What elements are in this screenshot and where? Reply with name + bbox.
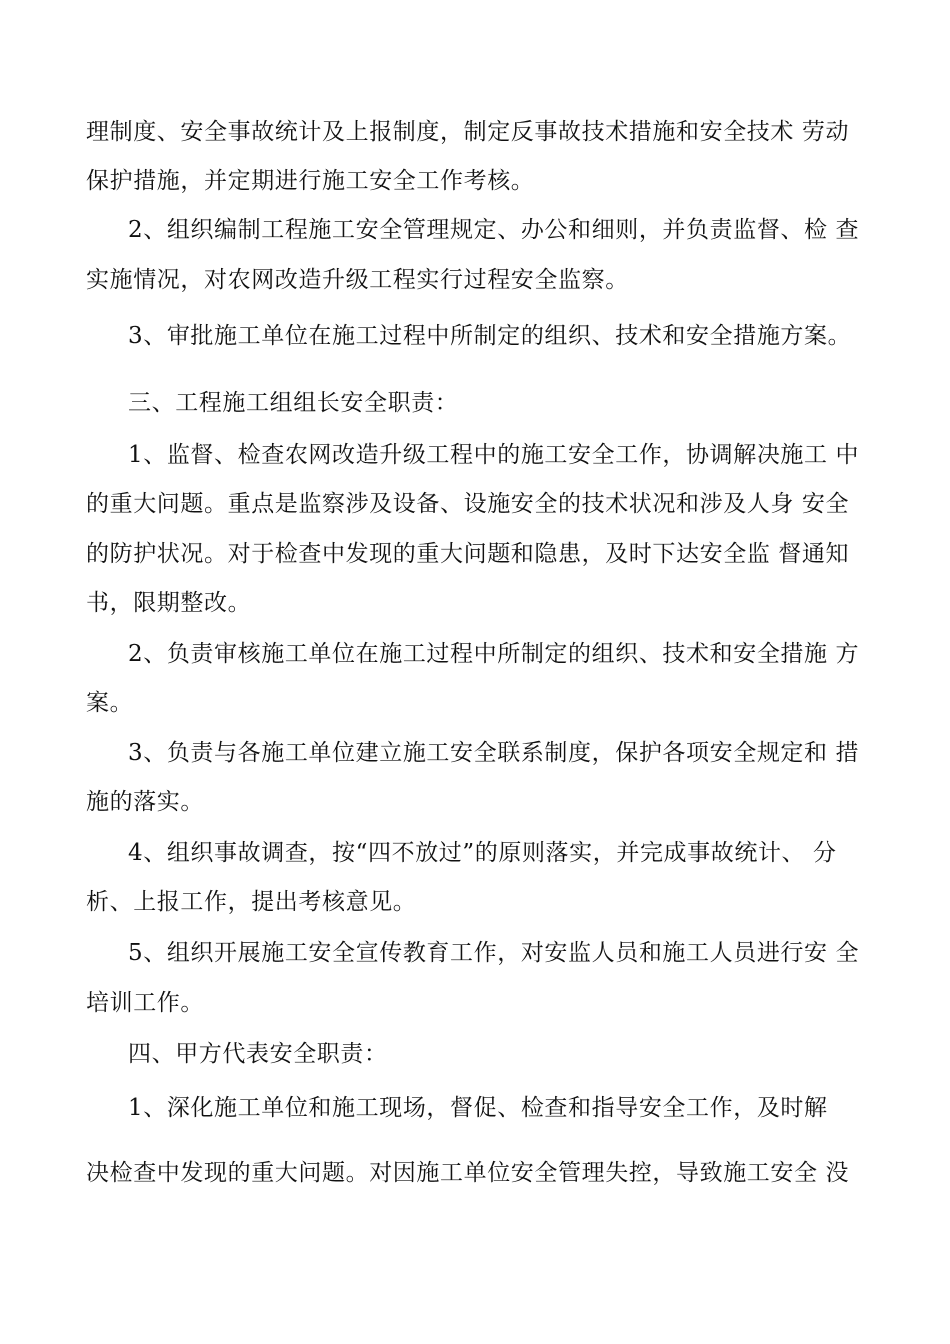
text-line: 施的落实。 [86, 789, 204, 815]
text-line: 4、组织事故调查，按“四不放过”的原则落实，并完成事故统计、 分 [128, 840, 837, 866]
text-line: 2、组织编制工程施工安全管理规定、办公和细则，并负责监督、检 查 [128, 217, 860, 243]
text-line: 保护措施，并定期进行施工安全工作考核。 [86, 168, 535, 194]
text-line: 2、负责审核施工单位在施工过程中所制定的组织、技术和安全措施 方 [128, 641, 860, 667]
text-line: 的防护状况。对于检查中发现的重大问题和隐患，及时下达安全监 督通知 [86, 541, 850, 567]
text-line: 培训工作。 [86, 990, 204, 1016]
text-line: 1、深化施工单位和施工现场，督促、检查和指导安全工作，及时解 [128, 1095, 828, 1121]
text-line: 案。 [86, 690, 134, 716]
text-line: 决检查中发现的重大问题。对因施工单位安全管理失控，导致施工安全 没 [86, 1160, 850, 1186]
text-line: 1、监督、检查农网改造升级工程中的施工安全工作，协调解决施工 中 [128, 442, 860, 468]
text-line: 的重大问题。重点是监察涉及设备、设施安全的技术状况和涉及人身 安全 [86, 491, 850, 517]
section-heading: 四、甲方代表安全职责： [128, 1041, 388, 1067]
text-line: 3、审批施工单位在施工过程中所制定的组织、技术和安全措施方案。 [128, 323, 852, 349]
text-line: 3、负责与各施工单位建立施工安全联系制度，保护各项安全规定和 措 [128, 740, 860, 766]
text-line: 5、组织开展施工安全宣传教育工作，对安监人员和施工人员进行安 全 [128, 940, 860, 966]
text-line: 析、上报工作，提出考核意见。 [86, 889, 417, 915]
text-line: 实施情况，对农网改造升级工程实行过程安全监察。 [86, 267, 629, 293]
section-heading: 三、工程施工组组长安全职责： [128, 390, 459, 416]
text-line: 理制度、安全事故统计及上报制度，制定反事故技术措施和安全技术 劳动 [86, 119, 850, 145]
text-line: 书，限期整改。 [86, 590, 252, 616]
